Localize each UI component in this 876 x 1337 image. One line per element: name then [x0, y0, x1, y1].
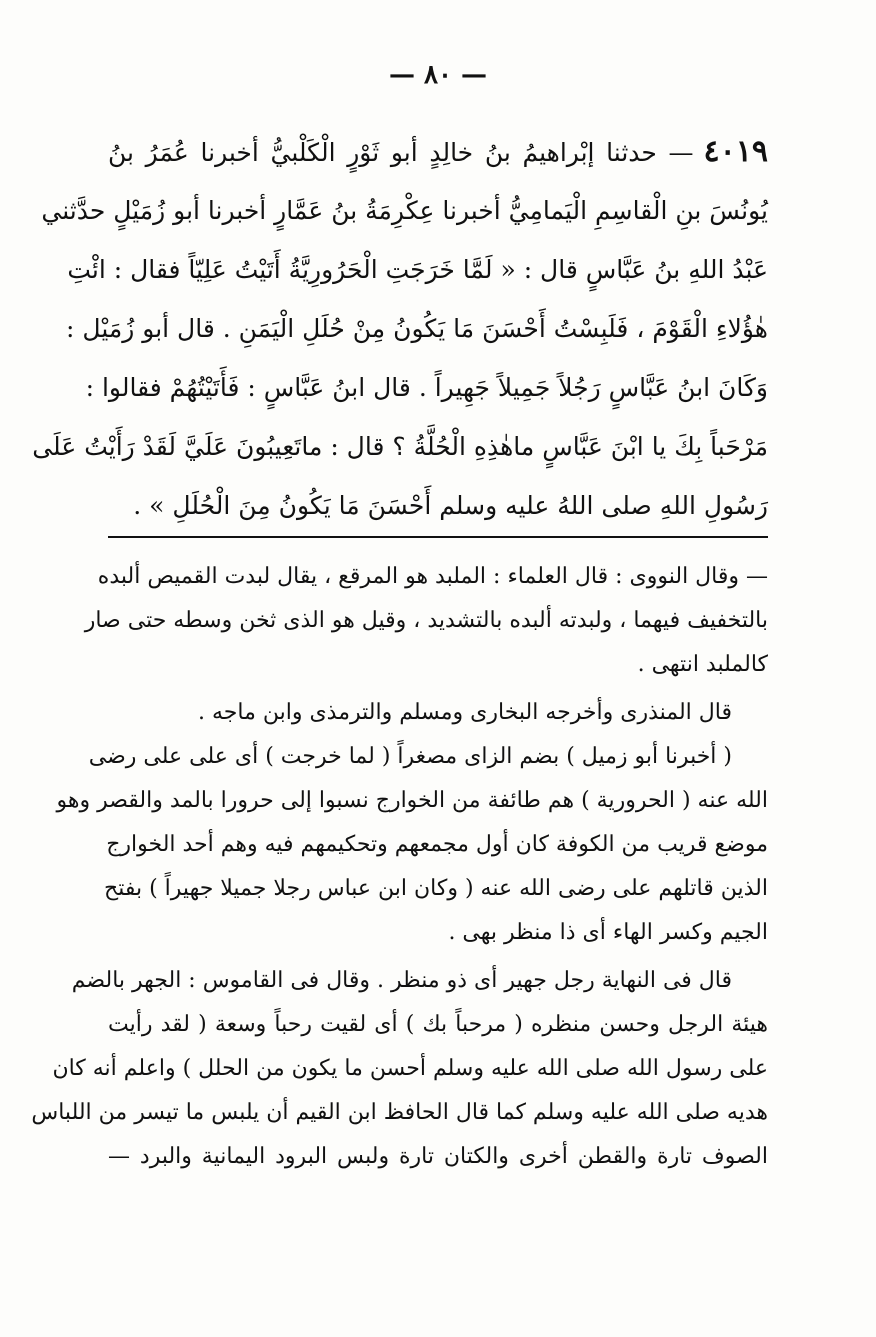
- commentary-line: هيئة الرجل وحسن منظره ( مرحباً بك ) أى لقيت رحباً وسعة ( لقد رأيت: [108, 1012, 768, 1037]
- commentary-line: بالتخفيف فيهما ، ولبدته ألبده بالتشديد ، وقيل هو الذى ثخن وسطه حتى صار: [84, 608, 768, 633]
- hadith-line: رَسُولِ اللهِ صلى اللهُ عليه وسلم أَحْسَنَ مَا يَكُونُ مِنَ الْحُلَلِ » .: [133, 491, 768, 520]
- hadith-line: وَكَانَ ابنُ عَبَّاسٍ رَجُلاً جَمِيلاً جَهِيراً . قال ابنُ عَبَّاسٍ : فَأَتَيْتُهُمْ فقالوا :: [85, 373, 768, 402]
- commentary-line: — وقال النووى : قال العلماء : الملبد هو المرقع ، يقال لبدت القميص ألبده: [97, 564, 768, 589]
- commentary-line: قال فى النهاية رجل جهير أى ذو منظر . وقال فى القاموس : الجهر بالضم: [71, 968, 732, 993]
- hadith-block: [32, 122, 768, 535]
- commentary-line: على رسول الله صلى الله عليه وسلم أحسن ما يكون من الحلل ) واعلم أنه كان: [52, 1056, 768, 1081]
- page-number: — ٨٠ —: [388, 60, 488, 90]
- commentary-line: موضع قريب من الكوفة كان أول مجمعهم وتحكيمهم فيه وهم أحد الخوارج: [106, 832, 768, 857]
- commentary-line: قال المنذرى وأخرجه البخارى ومسلم والترمذى وابن ماجه .: [198, 700, 732, 725]
- hadith-line: هٰؤُلاءِ الْقَوْمَ ، فَلَبِسْتُ أَحْسَنَ مَا يَكُونُ مِنْ حُلَلِ الْيَمَنِ . قال أبو زُمَيْل :: [66, 314, 768, 343]
- hadith-line: [108, 122, 768, 181]
- hadith-line: عَبْدُ اللهِ بنُ عَبَّاسٍ قال : « لَمَّا خَرَجَتِ الْحَرُورِيَّةُ أَتَيْتُ عَلِيّاً فقال : ائْتِ: [67, 255, 768, 284]
- hadith-line-text: — حدثنا إبْراهيمُ بنُ خالِدٍ أبو ثَوْرٍ الْكَلْبيُّ أخبرنا عُمَرُ بنُ: [108, 138, 694, 167]
- commentary-block: [31, 555, 768, 1179]
- commentary-line: الله عنه ( الحرورية ) هم طائفة من الخوارج نسبوا إلى حرورا بالمد والقصر وهو: [56, 788, 768, 813]
- hadith-line: مَرْحَباً بِكَ يا ابْنَ عَبَّاسٍ ماهٰذِهِ الْحُلَّةُ ؟ قال : ماتَعِيبُونَ عَلَيَّ لَقَدْ رَأَيْتُ عَلَى: [32, 432, 768, 461]
- section-divider: [108, 536, 768, 538]
- commentary-line: هديه صلى الله عليه وسلم كما قال الحافظ ابن القيم أن يلبس ما تيسر من اللباس: [31, 1100, 768, 1125]
- commentary-line: الذين قاتلهم على رضى الله عنه ( وكان ابن عباس رجلا جميلا جهيراً ) بفتح: [104, 876, 768, 901]
- commentary-line: الصوف تارة والقطن أخرى والكتان تارة ولبس البرود اليمانية والبرد —: [108, 1144, 768, 1169]
- hadith-number: ٤٠١٩: [703, 134, 768, 169]
- commentary-line: ( أخبرنا أبو زميل ) بضم الزاى مصغراً ( لما خرجت ) أى على على رضى: [88, 744, 732, 769]
- hadith-line: يُونُسَ بنِ الْقاسِمِ الْيَمامِيُّ أخبرنا عِكْرِمَةُ بنُ عَمَّارٍ أخبرنا أبو زُمَيْلٍ حدَّثني: [41, 196, 768, 225]
- commentary-line: الجيم وكسر الهاء أى ذا منظر بهى .: [448, 920, 768, 945]
- commentary-line: كالملبد انتهى .: [637, 652, 768, 677]
